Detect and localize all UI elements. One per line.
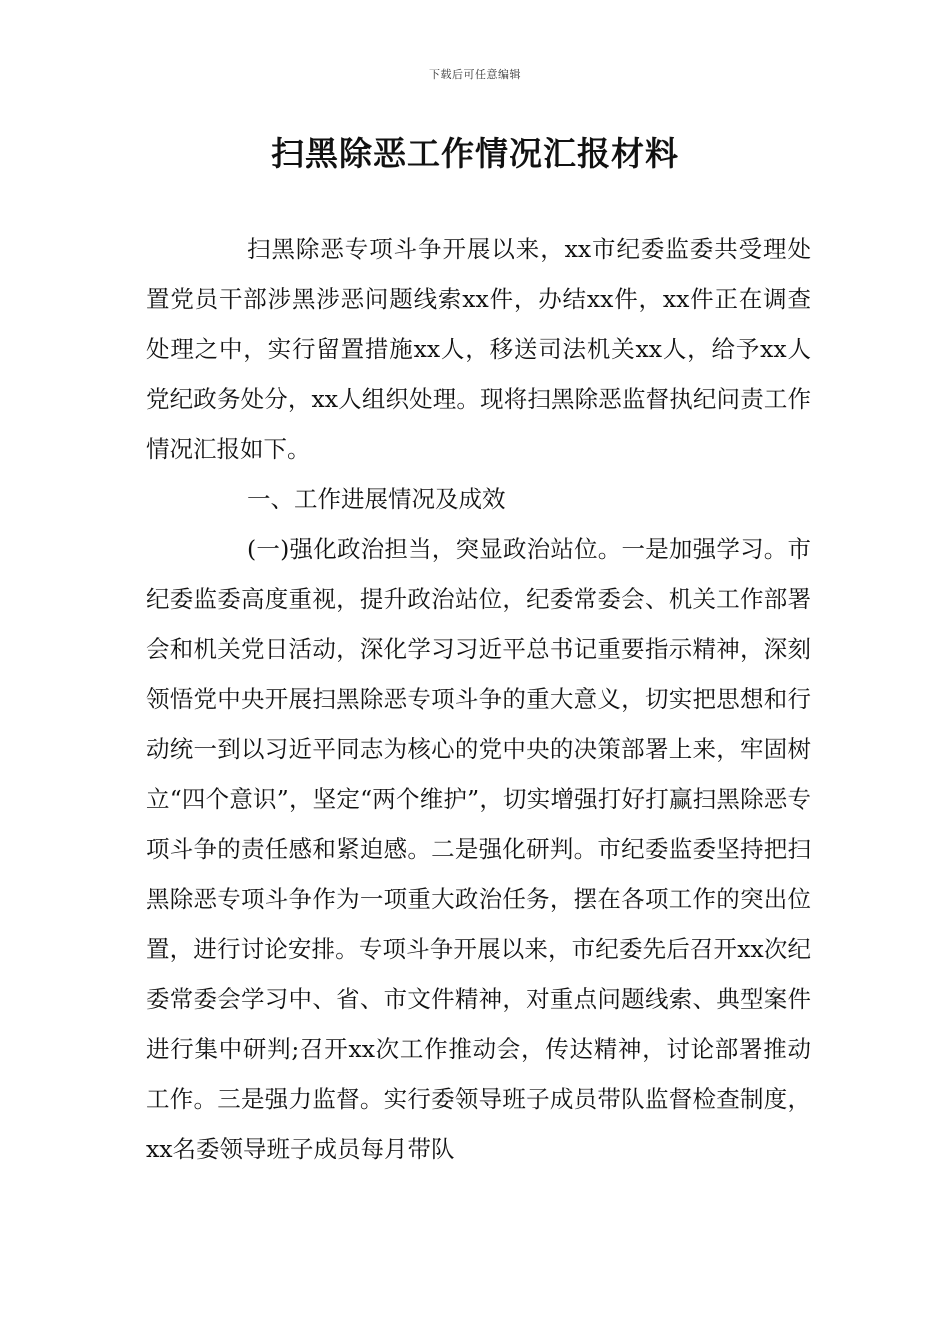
- intro-paragraph: 扫黑除恶专项斗争开展以来，xx市纪委监委共受理处置党员干部涉黑涉恶问题线索xx件，办结xx件，xx件正在调查处理之中，实行留置措施xx人，移送司法机关xx人，给予xx人党纪政务处分，xx人组织处理。现将扫黑除恶监督执纪问责工作情况汇报如下。: [146, 235, 811, 463]
- document-body: [146, 224, 811, 1174]
- document-title: 扫黑除恶工作情况汇报材料: [271, 134, 679, 173]
- section-paragraph: (一)强化政治担当，突显政治站位。一是加强学习。市纪委监委高度重视，提升政治站位，纪委常委会、机关工作部署会和机关党日活动，深化学习习近平总书记重要指示精神，深刻领悟党中央开展扫黑除恶专项斗争的重大意义，切实把思想和行动统一到以习近平同志为核心的党中央的决策部署上来，牢固树立“四个意识”，坚定“两个维护”，切实增强打好打赢扫黑除恶专项斗争的责任感和紧迫感。二是强化研判。市纪委监委坚持把扫黑除恶专项斗争作为一项重大政治任务，摆在各项工作的突出位置，进行讨论安排。专项斗争开展以来，市纪委先后召开xx次纪委常委会学习中、省、市文件精神，对重点问题线索、典型案件进行集中研判;召开xx次工作推动会，传达精神，讨论部署推动工作。三是强力监督。实行委领导班子成员带队监督检查制度，xx名委领导班子成员每月带队: [146, 535, 811, 1163]
- section-heading: 一、工作进展情况及成效: [247, 485, 506, 513]
- header-note: 下载后可任意编辑: [429, 68, 521, 81]
